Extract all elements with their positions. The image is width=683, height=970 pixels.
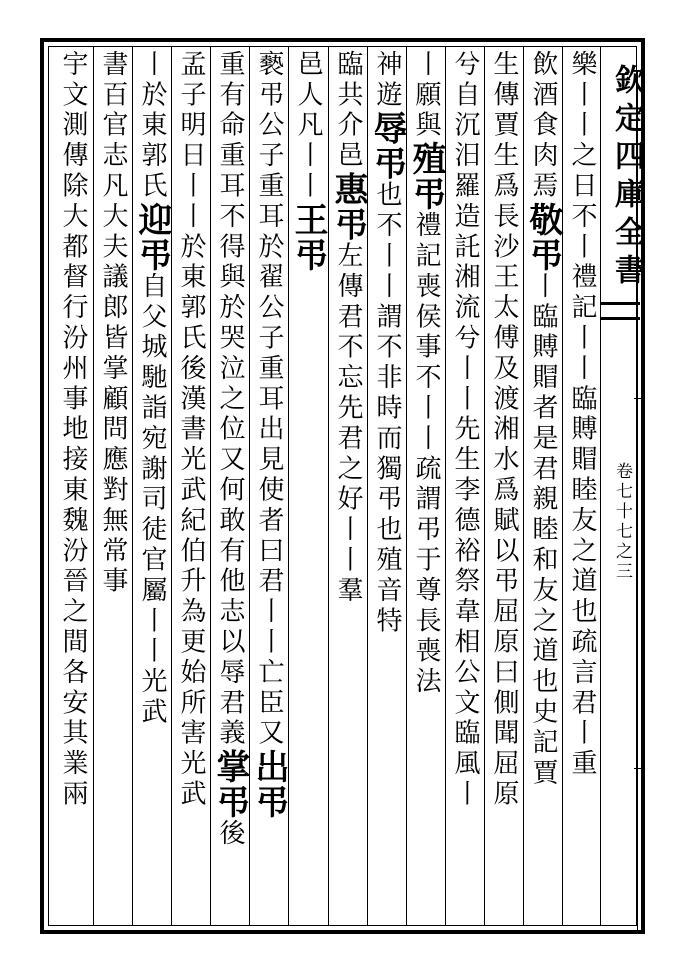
text-column-13: 書百官志凡大夫議郎皆掌顧問應對無常事 xyxy=(98,50,128,598)
text-column-3: 生傳賈生爲長沙王太傅及渡湘水爲賦以弔屈原曰側聞屈原 xyxy=(489,50,519,810)
text-column-12: 丨於東郭氏迎弔自父城馳詣宛謝司徒官屬丨丨光武 xyxy=(132,50,172,728)
volume-label: 卷七十七之三 xyxy=(612,462,632,582)
head-word: 王弔 xyxy=(288,202,328,272)
head-word: 出弔 xyxy=(249,749,289,820)
text-column-10: 重有命重耳不得與於哭泣之位又何敢有他志以辱君義掌弔後 xyxy=(210,50,250,850)
head-word: 惠弔 xyxy=(328,171,368,242)
text-column-7: 臨共介邑惠弔左傳君不忘先君之好丨丨羣 xyxy=(328,50,368,607)
head-word: 殖弔 xyxy=(406,141,446,212)
head-word: 迎弔 xyxy=(132,202,172,272)
head-word: 辱弔 xyxy=(367,110,407,181)
text-column-14: 宇文測傳除大都督行汾州事地接東魏汾晉之間各安其業兩 xyxy=(58,50,88,810)
margin-tick xyxy=(634,768,643,769)
margin-fishtail xyxy=(600,302,640,320)
margin-rule xyxy=(637,70,638,930)
page-margin xyxy=(600,50,642,930)
text-column-6: 神遊辱弔也不丨丨謂不非時而獨弔也殖音特 xyxy=(367,50,407,637)
text-column-8: 邑人凡丨丨王弔 xyxy=(288,50,328,272)
text-column-4: 兮自沉汨羅造託湘流兮丨丨先生李德裕祭韋相公文臨風丨 xyxy=(450,50,480,810)
text-column-11: 孟子明日丨丨於東郭氏後漢書光武紀伯升為更始所害光武 xyxy=(176,50,206,810)
text-column-5: 丨願與殖弔禮記喪侯事不丨丨疏謂弔于尊長喪法 xyxy=(406,50,446,698)
text-column-1: 樂丨丨之日不丨禮記丨丨臨賻賵睦友之道也疏言君丨重 xyxy=(567,50,597,780)
head-word: 敬弔 xyxy=(523,202,563,272)
margin-tick xyxy=(634,398,643,399)
head-word: 掌弔 xyxy=(210,749,250,820)
text-column-9: 褻弔公子重耳於翟公子重耳出見使者曰君丨丨亡臣又出弔 xyxy=(249,50,289,820)
text-column-2: 飲酒食肉焉敬弔丨臨賻賵者是君親睦和友之道也史記賈 xyxy=(523,50,563,789)
book-title: 欽定四庫全書 xyxy=(609,64,644,292)
margin-tick xyxy=(634,265,643,266)
